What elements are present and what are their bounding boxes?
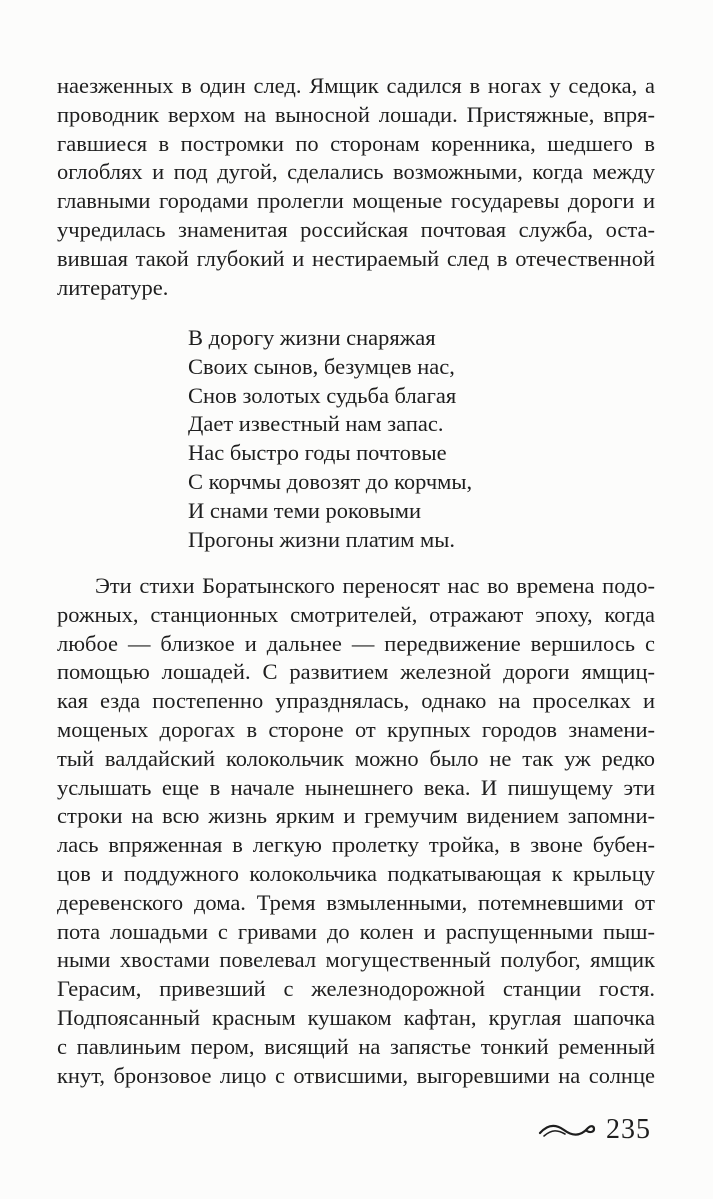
text-line: гавшиеся в постромки по сторонам коренника, шедшего в — [57, 130, 655, 156]
text-line: проводник верхом на выносной лошади. Пристяжные, впря- — [57, 101, 655, 127]
text-line: мощеных дорогах в стороне от крупных городов знамени- — [57, 716, 655, 742]
poem-line: Снов золотых судьба благая — [188, 382, 457, 408]
swash-ornament-icon — [538, 1120, 596, 1140]
text-line: литературе. — [57, 274, 169, 300]
text-line: вившая такой глубокий и нестираемый след в отечественной — [57, 245, 655, 271]
poem-line: Нас быстро годы почтовые — [188, 440, 447, 466]
paragraph-main — [57, 572, 655, 1090]
text-line: цов и поддужного колокольчика подкатывающая к крыльцу — [57, 860, 655, 886]
text-line: пота лошадьми с гривами до колен и распущенными пыш- — [57, 918, 655, 944]
poem-quote — [188, 324, 472, 554]
poem-line: В дорогу жизни снаряжая — [188, 325, 436, 350]
text-line: оглоблях и под дугой, сделались возможными, когда между — [57, 159, 655, 185]
text-line: лась впряженная в легкую пролетку тройка, в звоне бубен- — [57, 832, 655, 858]
poem-line: И снами теми роковыми — [188, 497, 422, 523]
text-line: с павлиньим пером, висящий на запястье тонкий ременный — [57, 1033, 655, 1059]
text-line: учредилась знаменитая российская почтовая служба, оста- — [57, 216, 655, 242]
text-line: помощью лошадей. С развитием железной дороги ямщиц- — [57, 659, 655, 685]
text-line: услышать еще в начале нынешнего века. И пишущему эти — [57, 774, 655, 800]
text-line: Эти стихи Боратынского переносят нас во времена подо- — [95, 573, 655, 598]
poem-line: Прогоны жизни платим мы. — [188, 526, 456, 552]
text-line: кая езда постепенно упразднялась, однако на проселках и — [57, 688, 655, 714]
text-line: тый валдайский колокольчик можно было не так уж редко — [57, 745, 655, 771]
page-number: 235 — [606, 1114, 651, 1145]
text-line: Герасим, привезший с железнодорожной станции гостя. — [57, 976, 655, 1002]
page-footer — [538, 1110, 651, 1150]
poem-line: Своих сынов, безумцев нас, — [188, 353, 455, 379]
poem-line: Дает известный нам запас. — [188, 411, 444, 437]
text-line: строки на всю жизнь ярким и гремучим видением запомни- — [57, 803, 655, 829]
text-line: наезженных в один след. Ямщик садился в ногах у седока, а — [57, 73, 655, 98]
text-line: рожных, станционных смотрителей, отражают эпоху, когда — [57, 601, 655, 627]
text-line: Подпоясанный красным кушаком кафтан, круглая шапочка — [57, 1004, 655, 1030]
text-line: деревенского дома. Тремя взмыленными, потемневшими от — [57, 889, 655, 915]
paragraph-intro — [57, 72, 655, 302]
text-line: любое — близкое и дальнее — передвижение вершилось с — [57, 630, 655, 656]
text-line: главными городами пролегли мощеные государевы дороги и — [57, 188, 655, 214]
poem-line: С корчмы довозят до корчмы, — [188, 468, 473, 494]
text-line: кнут, бронзовое лицо с отвисшими, выгоревшими на солнце — [57, 1062, 655, 1088]
text-line: ными хвостами повелевал могущественный полубог, ямщик — [57, 947, 655, 973]
